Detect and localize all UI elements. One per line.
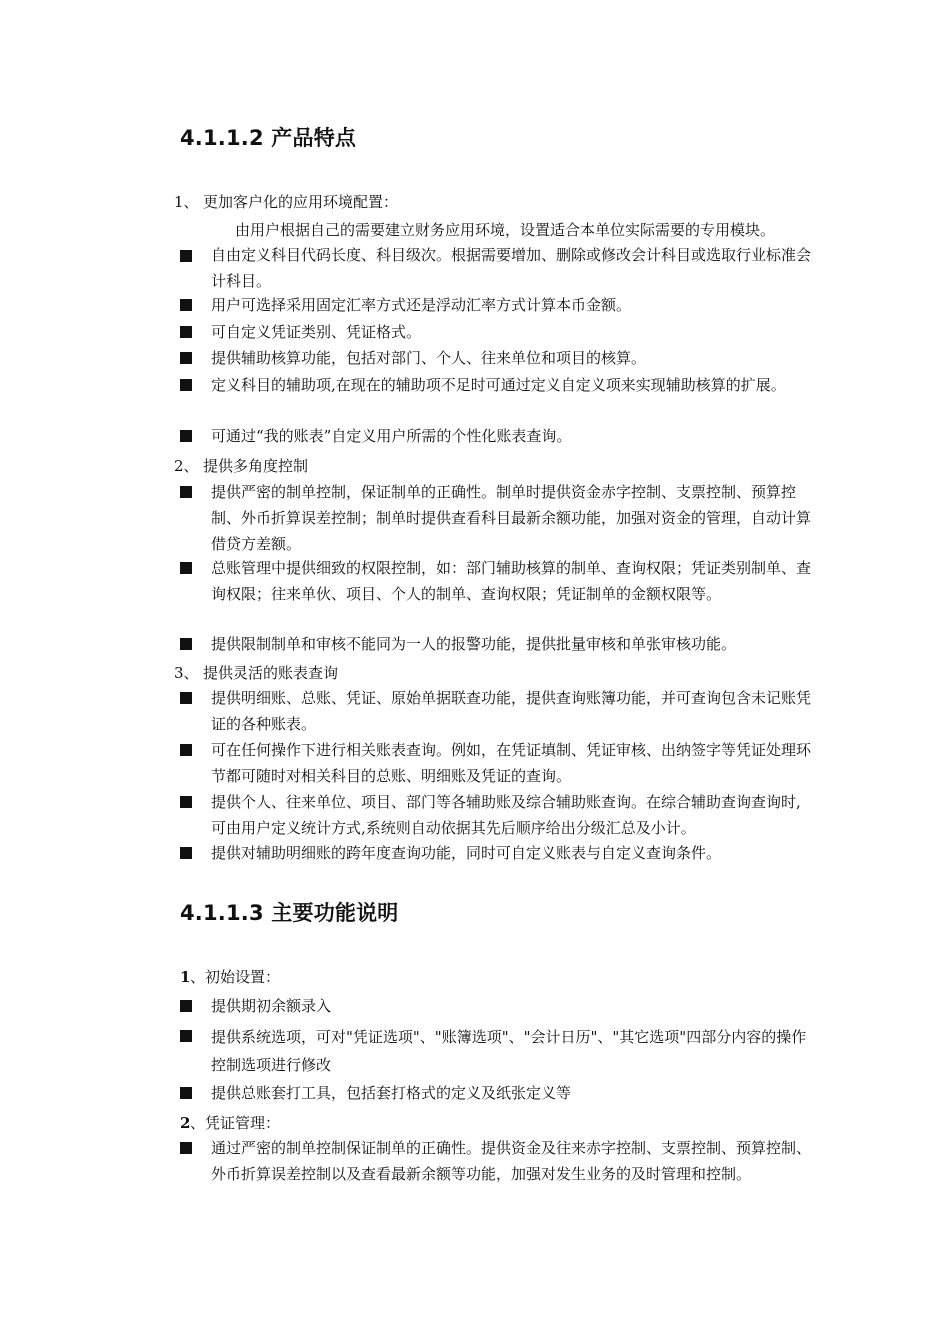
bullet-square-icon bbox=[180, 379, 192, 391]
group-title: 、初始设置： bbox=[190, 968, 281, 986]
group-number: 2 bbox=[180, 1114, 191, 1132]
bullet-square-icon bbox=[180, 562, 192, 574]
list-item: 用户可选择采用固定汇率方式还是浮动汇率方式计算本币金额。 bbox=[211, 296, 632, 314]
list-item: 总账管理中提供细致的权限控制，如：部门辅助核算的制单、查询权限；凭证类别制单、查询权限；往来单伙、项目、个人的制单、查询权限；凭证制单的金额权限等。 bbox=[211, 559, 812, 603]
group-number: 2、 bbox=[174, 457, 199, 475]
list-item: 提供辅助核算功能，包括对部门、个人、往来单位和项目的核算。 bbox=[211, 349, 647, 367]
bullet-square-icon bbox=[180, 744, 192, 756]
list-item: 提供严密的制单控制，保证制单的正确性。制单时提供资金赤字控制、支票控制、预算控制、外币折算误差控制；制单时提供查看科目最新余额功能，加强对资金的管理，自动计算借贷方差额。 bbox=[211, 483, 812, 553]
list-item: 提供限制制单和审核不能同为一人的报警功能，提供批量审核和单张审核功能。 bbox=[211, 635, 737, 653]
list-item: 提供明细账、总账、凭证、原始单据联查功能，提供查询账簿功能，并可查询包含未记账凭证的各种账表。 bbox=[211, 689, 812, 733]
list-item: 提供个人、往来单位、项目、部门等各辅助账及综合辅助账查询。在综合辅助查询查询时,可由用户定义统计方式,系统则自动依据其先后顺序给出分级汇总及小计。 bbox=[211, 793, 801, 837]
list-item: 提供总账套打工具，包括套打格式的定义及纸张定义等 bbox=[211, 1084, 572, 1102]
group-number: 1 bbox=[180, 968, 191, 986]
bullet-square-icon bbox=[180, 326, 192, 338]
bullet-square-icon bbox=[180, 430, 192, 442]
bullet-square-icon bbox=[180, 250, 192, 262]
list-item: 通过严密的制单控制保证制单的正确性。提供资金及往来赤字控制、支票控制、预算控制、外币折算误差控制以及查看最新余额等功能，加强对发生业务的及时管理和控制。 bbox=[211, 1139, 812, 1183]
bullet-square-icon bbox=[180, 796, 192, 808]
list-item: 可自定义凭证类别、凭证格式。 bbox=[211, 323, 422, 341]
bullet-square-icon bbox=[180, 1142, 192, 1154]
list-item: 提供期初余额录入 bbox=[211, 997, 332, 1015]
section-heading-main-functions: 4.1.1.3 主要功能说明 bbox=[180, 901, 399, 925]
group-number: 3、 bbox=[174, 664, 199, 682]
bullet-square-icon bbox=[180, 1030, 192, 1042]
list-item: 可在任何操作下进行相关账表查询。例如，在凭证填制、凭证审核、出纳签字等凭证处理环节都可随时对相关科目的总账、明细账及凭证的查询。 bbox=[211, 741, 812, 785]
group-number: 1、 bbox=[174, 193, 199, 211]
bullet-square-icon bbox=[180, 486, 192, 498]
list-item: 提供系统选项，可对"凭证选项"、"账簿选项"、"会计日历"、"其它选项"四部分内容的操作控制选项进行修改 bbox=[211, 1028, 807, 1074]
list-item: 提供对辅助明细账的跨年度查询功能，同时可自定义账表与自定义查询条件。 bbox=[211, 844, 722, 862]
bullet-square-icon bbox=[180, 638, 192, 650]
list-item: 可通过“我的账表”自定义用户所需的个性化账表查询。 bbox=[211, 427, 572, 445]
list-item: 自由定义科目代码长度、科目级次。根据需要增加、删除或修改会计科目或选取行业标准会计科目。 bbox=[211, 246, 812, 290]
bullet-square-icon bbox=[180, 352, 192, 364]
bullet-square-icon bbox=[180, 847, 192, 859]
bullet-square-icon bbox=[180, 1000, 192, 1012]
group-title: 提供多角度控制 bbox=[203, 457, 309, 475]
bullet-square-icon bbox=[180, 1087, 192, 1099]
group-intro: 由用户根据自己的需要建立财务应用环境，设置适合本单位实际需要的专用模块。 bbox=[235, 221, 776, 239]
group-title: 、凭证管理： bbox=[190, 1114, 281, 1132]
bullet-square-icon bbox=[180, 692, 192, 704]
bullet-square-icon bbox=[180, 299, 192, 311]
group-title: 更加客户化的应用环境配置： bbox=[203, 193, 399, 211]
section-heading-product-features: 4.1.1.2 产品特点 bbox=[180, 126, 357, 150]
list-item: 定义科目的辅助项,在现在的辅助项不足时可通过定义自定义项来实现辅助核算的扩展。 bbox=[211, 376, 786, 394]
group-title: 提供灵活的账表查询 bbox=[203, 664, 339, 682]
